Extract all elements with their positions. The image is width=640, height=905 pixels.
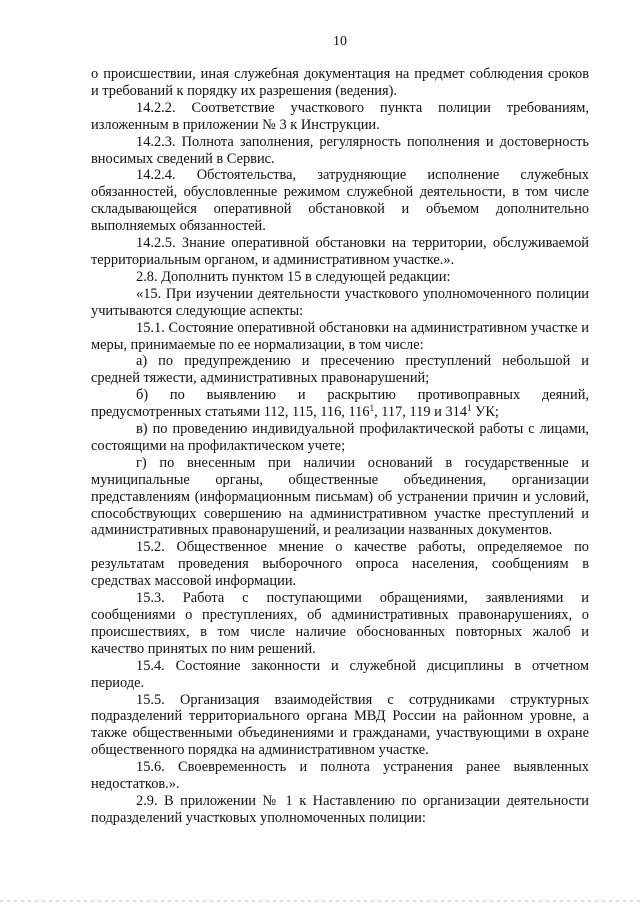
paragraph-15-3: 15.3. Работа с поступающими обращениями, заявлениями и сообщениями о преступлениях, об административных правонарушениях, о происшествиях, в том числе наличие обоснованных повторных жалоб и качество принятых по ним решений. (91, 590, 589, 657)
paragraph-14-2-4: 14.2.4. Обстоятельства, затрудняющие исполнение служебных обязанностей, обусловленные режимом служебной деятельности, в том числе складывающейся оперативной обстановкой и объемом дополнительно выполняемых обязанностей. (91, 167, 589, 235)
superscript-116: 1 (369, 403, 375, 414)
paragraph-15-4: 15.4. Состояние законности и служебной дисциплины в отчетном периоде. (91, 657, 589, 691)
superscript-314: 1 (467, 403, 472, 414)
paragraph-15-1-b-text-1: б) по выявлению и раскрытию противоправных деяний, предусмотренных статьями 112, 115, 116, 116 (91, 387, 589, 421)
paragraph-15-1-b-text-2: , 117, 119 и 314 (374, 404, 468, 421)
paragraph-14-2-5: 14.2.5. Знание оперативной обстановки на территории, обслуживаемой территориальным органом, и административном участке.». (91, 235, 589, 268)
paragraph-15-6: 15.6. Своевременность и полнота устранения ранее выявленных недостатков.». (91, 759, 589, 793)
paragraph-15-1-a: а) по предупреждению и пресечению преступлений небольшой и средней тяжести, административных правонарушений; (91, 353, 589, 387)
paragraph-15-1-v: в) по проведению индивидуальной профилактической работы с лицами, состоящими на профилактическом учете; (91, 421, 589, 454)
paragraph-15-1: 15.1. Состояние оперативной обстановки на административном участке и меры, принимаемые по ее нормализации, в том числе: (91, 319, 589, 353)
paragraph-15-1-g: г) по внесенным при наличии оснований в государственные и муниципальные органы, общественные объединения, организации представлениям (информационным письмам) об устранении причин и условий, способствующих совершению на административном участке преступлений и административных правонарушений, и реализации названных документов. (91, 454, 589, 539)
paragraph-continuation: о происшествии, иная служебная документация на предмет соблюдения сроков и требований к порядку их разрешения (ведения). (91, 66, 589, 99)
paragraph-2-9: 2.9. В приложении № 1 к Наставлению по организации деятельности подразделений участковых уполномоченных полиции: (91, 792, 589, 826)
scan-edge-artifact (0, 900, 640, 902)
paragraph-15-1-b (91, 387, 589, 421)
page-number: 10 (333, 34, 347, 49)
paragraph-15: «15. При изучении деятельности участкового уполномоченного полиции учитываются следующие аспекты: (91, 285, 589, 319)
paragraph-14-2-2: 14.2.2. Соответствие участкового пункта полиции требованиям, изложенным в приложении № 3 к Инструкции. (91, 99, 589, 133)
paragraph-15-5: 15.5. Организация взаимодействия с сотрудниками структурных подразделений территориального органа МВД России на районном уровне, а также общественными объединениями и гражданами, участвующими в охране общественного порядка на административном участке. (91, 691, 589, 759)
paragraph-15-1-b-text-3: УК; (471, 404, 499, 421)
paragraph-15-2: 15.2. Общественное мнение о качестве работы, определяемое по результатам проведения выборочного опроса населения, сообщениям в средствах массовой информации. (91, 539, 589, 590)
document-body (91, 66, 589, 827)
paragraph-2-8: 2.8. Дополнить пунктом 15 в следующей редакции: (136, 268, 451, 285)
paragraph-14-2-3: 14.2.3. Полнота заполнения, регулярность пополнения и достоверность вносимых сведений в Сервис. (91, 133, 589, 167)
